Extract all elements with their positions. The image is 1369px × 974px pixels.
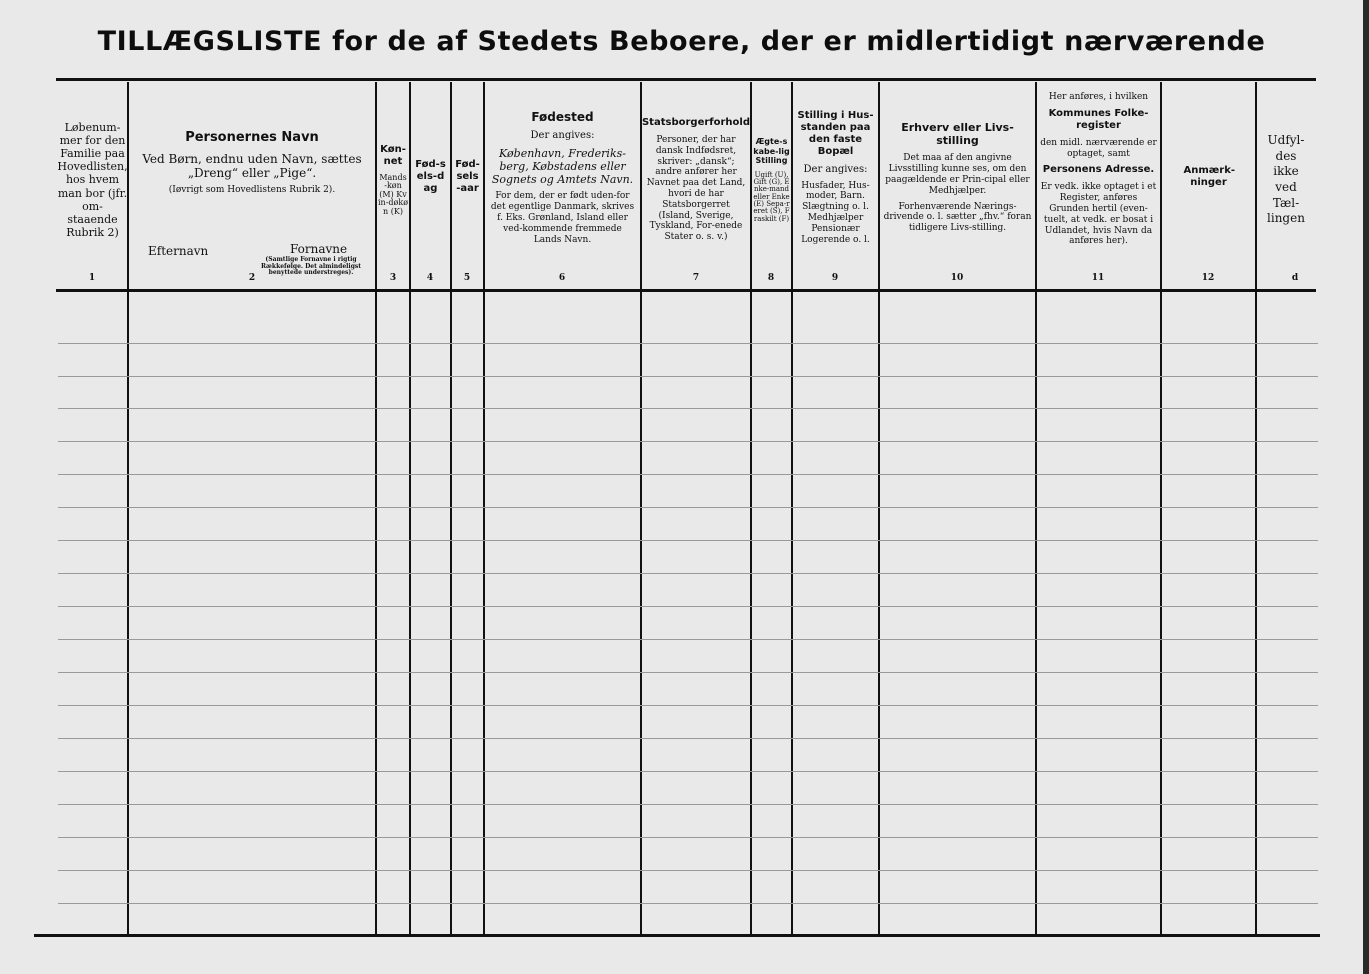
ruled-line [58,376,1318,377]
column-11-address: Personens Adresse. [1042,164,1155,176]
column-11-intro: Her anføres, i hvilken [1048,92,1149,102]
ruled-line [58,738,1318,739]
column-1-text: Løbenum-mer for den Familie paa Hovedlisten, hos hvem man bor (jfr. om-staaende Rubrik 2) [57,120,128,240]
column-9-text: Husfader, Hus-moder, Barn. Slægtning o. l. Medhjælper Pensionær Logerende o. l. [801,180,870,245]
column-header-11 [1037,82,1160,278]
column-header-1 [58,82,127,278]
column-8-heading: Ægte-skabe-lig Stilling [753,136,790,166]
ruled-line [58,705,1318,706]
column-d-text: Udfyl-des ikke ved Tæl-lingen [1267,133,1305,226]
column-10-text-2: Forhenværende Nærings-drivende o. l. sætter „fhv.“ foran tidligere Livs-stilling. [883,201,1032,234]
ruled-line [58,771,1318,772]
column-number: 5 [463,273,471,283]
column-3-text: Mands-køn (M) Kvin-døkøn (K) [378,173,409,216]
ruled-line [58,606,1318,607]
column-number: 1 [88,273,96,283]
column-3-heading: Køn-net [380,144,406,168]
column-6-intro: Der angives: [530,129,595,141]
column-9-intro: Der angives: [803,163,868,175]
column-7-text: Personer, der har dansk Indfødsret, skriver: „dansk“; andre anfører her Navnet paa det Land, hvori de har Statsborgerret (Island, Sverige, Tyskland, For-enede Stater o. s. v.) [646,135,746,243]
ruled-line [58,474,1318,475]
column-2-heading: Personernes Navn [185,130,319,145]
ruled-line [58,639,1318,640]
column-number: 11 [1091,273,1105,283]
ruled-line [58,870,1318,871]
column-number: 7 [692,273,700,283]
column-header-10 [880,82,1035,278]
header-bottom-rule [56,289,1316,292]
column-header-5 [452,82,483,278]
column-number: 10 [950,273,964,283]
ruled-line [58,540,1318,541]
ruled-line [58,343,1318,344]
column-header-4 [411,82,450,278]
ruled-line [58,408,1318,409]
column-12-heading: Anmærk-ninger [1183,165,1235,188]
column-6-heading: Fødested [531,109,594,124]
column-2-instruction: Ved Børn, endnu uden Navn, sættes „Dreng“ eller „Pige“. [142,151,362,180]
ruled-line [58,903,1318,904]
surname-label: Efternavn [148,244,209,258]
column-number: 4 [426,273,434,283]
column-9-heading: Stilling i Hus-standen paa den faste Bopæl [797,109,874,157]
column-header-d [1257,82,1315,278]
column-header-7 [642,82,750,278]
column-number: d [1291,273,1299,283]
column-header-12 [1162,82,1255,278]
column-header-6 [485,82,640,278]
column-6-abroad: For dem, der er født uden-for det egentlige Danmark, skrives f. Eks. Grønland, Island eller ved-kommende fremmede Lands Navn. [490,191,635,245]
column-6-places: København, Frederiks-berg, Købstadens eller Sognets og Amtets Navn. [491,146,634,187]
column-10-heading: Erhverv eller Livs-stilling [901,121,1014,148]
ruled-line [58,573,1318,574]
column-header-3 [377,82,409,278]
column-header-9 [793,82,878,278]
column-11-note: Er vedk. ikke optaget i et Register, anføres Grunden hertil (even-tuelt, at vedk. er bosat i Udlandet, hvis Navn da anføres her). [1040,182,1157,247]
column-5-heading: Fød-sels-aar [455,159,480,194]
column-number: 12 [1201,273,1215,283]
bottom-rule [34,934,1320,937]
given-names-label: Fornavne [290,242,348,256]
column-header-8 [752,82,791,278]
column-11-text: den midl. nærværende er optaget, samt [1040,137,1157,159]
ruled-line [58,804,1318,805]
given-names-note: (Samtlige Fornavne i rigtig Rækkefølge. Det almindeligst benyttede understreges). [260,256,362,277]
column-number: 6 [558,273,566,283]
ruled-line [58,441,1318,442]
column-number: 9 [831,273,839,283]
ruled-line [58,507,1318,508]
column-11-register: Kommunes Folke-register [1048,107,1149,131]
form-title: TILLÆGSLISTE for de af Stedets Beboere, der er midlertidigt nærværende [97,26,1266,57]
column-10-text-1: Det maa af den angivne Livsstilling kunne ses, om den paagældende er Prin-cipal eller Medhjælper. [885,153,1030,196]
ruled-line [58,837,1318,838]
top-rule [56,78,1316,81]
column-number: 3 [389,273,397,283]
column-7-heading: Statsborgerforhold [641,117,751,129]
column-number: 8 [767,273,775,283]
column-number: 2 [248,273,256,283]
column-2-reference: (Iøvrigt som Hovedlistens Rubrik 2). [168,185,336,196]
column-8-text: Ugift (U), Gift (G), Enke-mand eller Enke (E) Sepa-reret (S), Fraskilt (F) [753,170,790,223]
ruled-line [58,672,1318,673]
column-4-heading: Fød-sels-dag [415,159,446,194]
